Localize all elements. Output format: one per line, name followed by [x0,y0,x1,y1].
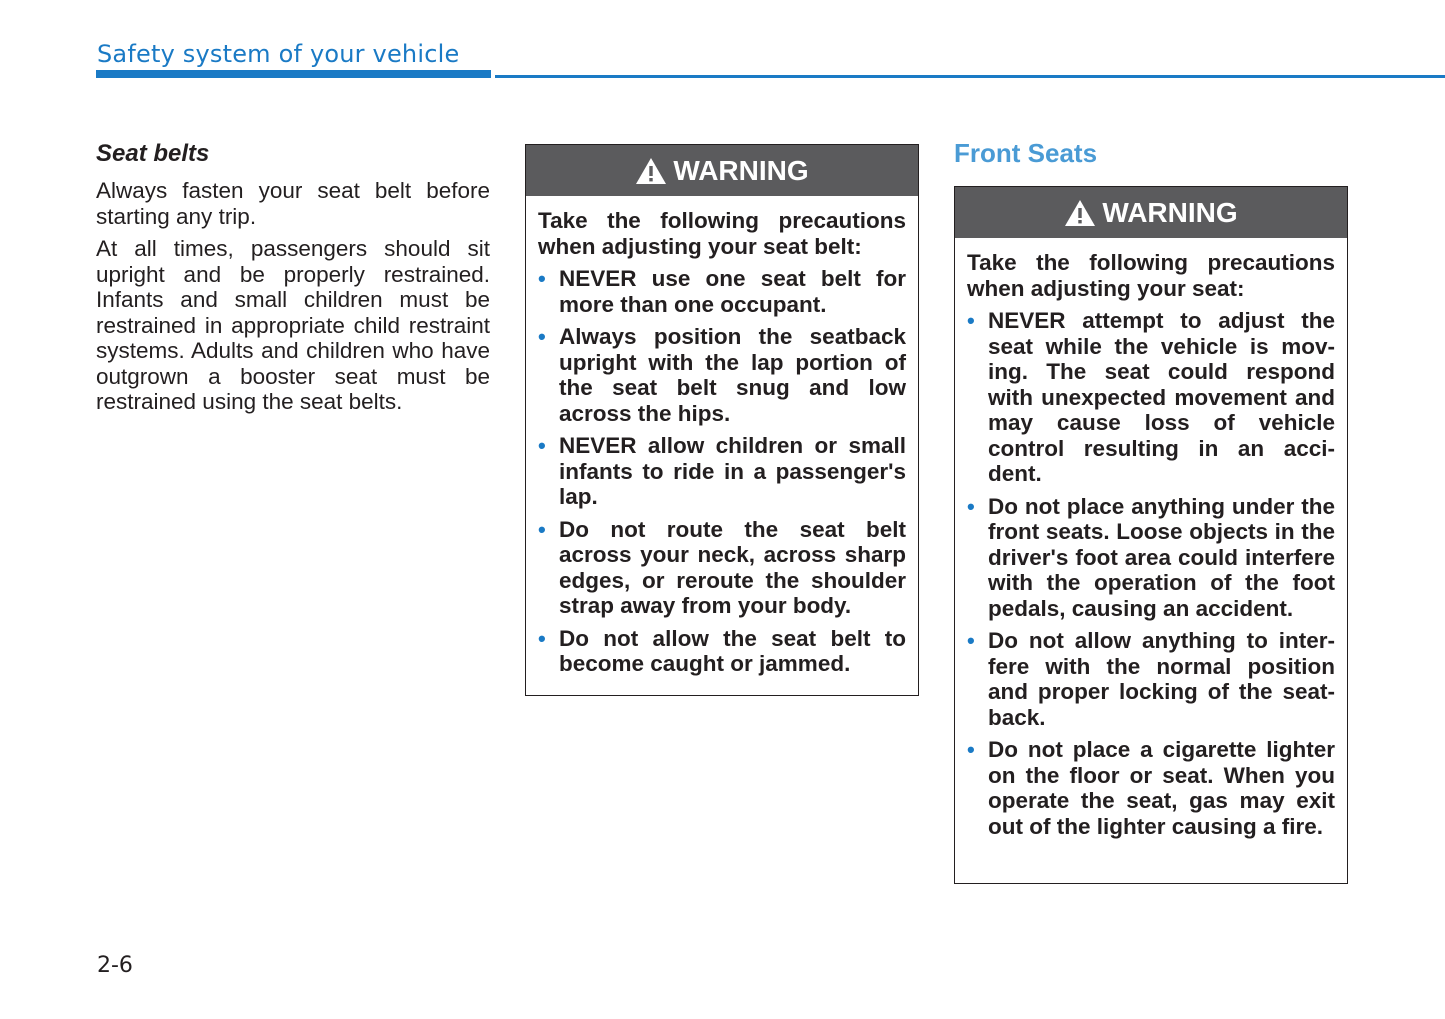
list-item-text: NEVER attempt to adjust the seat while the vehicle is mov-ing. The seat could respond with unexpected movement and may cause loss of vehicle control resulting in an acci-dent. [988,308,1335,486]
list-item-text: Always position the seatback upright with the lap portion of the seat belt snug and low across the hips. [559,324,906,426]
list-item-text: Do not allow the seat belt to become caught or jammed. [559,625,906,676]
list-item [538,324,906,426]
list-item-text: NEVER use one seat belt for more than one occupant. [559,266,906,317]
warning-header [526,145,918,196]
list-item [967,494,1335,622]
warning-triangle-icon [1064,199,1096,227]
list-item-text: NEVER allow children or small infants to ride in a passenger's lap. [559,433,906,509]
warning-label: WARNING [1102,196,1238,228]
list-item [538,433,906,510]
list-item-text: Do not place anything under the front seats. Loose objects in the driver's foot area could interfere with the operation of the foot pedals, causing an accident. [988,493,1335,621]
seat-belts-heading: Seat belts [96,140,210,167]
list-item-text: Do not allow anything to inter-fere with the normal position and proper locking of the seat-back. [988,628,1335,730]
bullet-icon: • [967,628,975,653]
list-item-text: Do not route the seat belt across your neck, across sharp edges, or reroute the shoulder strap away from your body. [559,516,906,618]
warning-list [538,266,906,677]
warning-header [955,187,1347,238]
bullet-icon: • [538,625,546,651]
seat-belts-paragraph: Always fasten your seat belt before starting any trip. [96,178,490,229]
bullet-icon: • [538,324,546,349]
list-item [967,628,1335,730]
front-seats-warning-box [954,186,1348,884]
bullet-icon: • [967,493,975,519]
list-item-text: Do not place a cigarette lighter on the floor or seat. When you operate the seat, gas may exit out of the lighter causing a fire. [988,737,1335,839]
list-item [538,517,906,619]
list-item [967,308,1335,487]
seat-belts-paragraph: At all times, passengers should sit upright and be properly restrained. Infants and small children must be restrained in appropriate child restraint systems. Adults and children who have outgrown a booster seat must be restrained using the seat belts. [96,236,490,414]
section-header-title: Safety system of your vehicle [97,40,460,68]
bullet-icon: • [967,737,975,762]
list-item [967,737,1335,839]
bullet-icon: • [538,266,546,291]
page-number: 2-6 [97,953,133,978]
list-item [538,626,906,677]
bullet-icon: • [538,516,546,542]
front-seats-heading: Front Seats [954,138,1098,168]
warning-intro: Take the following precautions when adjusting your seat: [967,250,1335,301]
warning-list [967,308,1335,839]
seat-belt-warning-box [525,144,919,696]
bullet-icon: • [538,433,546,458]
header-rule-thin [495,75,1445,78]
warning-triangle-icon [635,157,667,185]
header-rule-thick [96,70,491,78]
seat-belts-section [96,138,490,422]
list-item [538,266,906,317]
warning-intro: Take the following precautions when adjusting your seat belt: [538,208,906,259]
warning-label: WARNING [673,154,809,186]
bullet-icon: • [967,308,975,333]
